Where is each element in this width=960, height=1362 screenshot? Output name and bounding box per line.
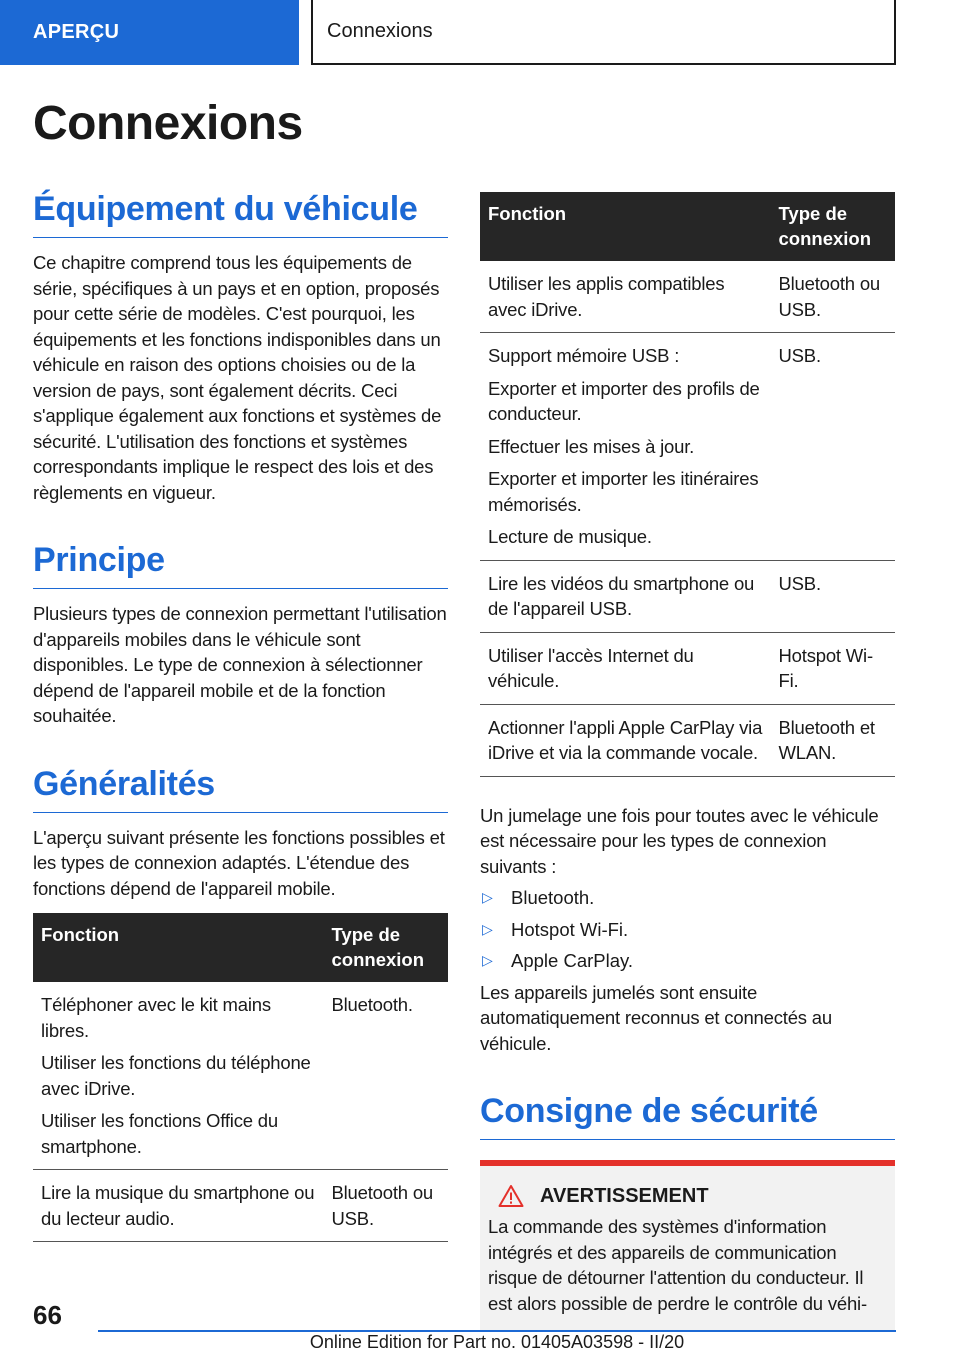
triangle-right-icon: ▷	[482, 889, 493, 905]
function-text: Actionner l'appli Apple CarPlay via iDrive et via la commande vocale.	[488, 716, 763, 763]
table-row	[480, 261, 895, 333]
table-header-type: Type de connexion	[771, 192, 896, 261]
table-header-function: Fonction	[33, 913, 324, 982]
table-row	[33, 1170, 448, 1242]
connection-type: Bluetooth ou USB.	[771, 261, 896, 333]
list-item	[480, 917, 895, 943]
warning-title: AVERTISSEMENT	[540, 1184, 709, 1207]
function-text: Lire les vidéos du smartphone ou de l'appareil USB.	[488, 572, 755, 619]
heading-generalites: Généralités	[33, 765, 448, 813]
breadcrumb: Connexions	[311, 0, 896, 65]
connection-table-1	[33, 913, 448, 1242]
table-row	[480, 704, 895, 776]
section-tab[interactable]: APERÇU	[0, 0, 299, 65]
right-column	[480, 192, 895, 1330]
list-item	[480, 885, 895, 911]
connection-type: Bluetooth et WLAN.	[771, 704, 896, 776]
function-text: Effectuer les mises à jour.	[488, 435, 695, 457]
table-header-type: Type de connexion	[324, 913, 449, 982]
triangle-right-icon: ▷	[482, 920, 493, 937]
connection-table-2	[480, 192, 895, 777]
list-item-text: Bluetooth.	[511, 887, 595, 908]
triangle-right-icon: ▷	[482, 952, 493, 968]
warning-box	[480, 1160, 895, 1330]
table-header-function: Fonction	[480, 192, 771, 261]
table-row	[480, 560, 895, 632]
list-item-text: Apple CarPlay.	[511, 950, 634, 971]
pairing-outro: Les appareils jumelés sont ensuite automatiquement reconnus et connectés au véhicule.	[480, 981, 832, 1054]
warning-header	[488, 1184, 887, 1208]
page-title: Connexions	[33, 97, 303, 150]
heading-equipement: Équipement du véhicule	[33, 190, 448, 238]
footer-edition: Online Edition for Part no. 01405A03598 - II/20	[309, 1332, 685, 1352]
function-text: Téléphoner avec le kit mains libres.	[41, 994, 271, 1041]
warning-text: La commande des systèmes d'information intégrés et des appareils de communication risque de détourner l'attention du conducteur. Il est alors possible de perdre le contrôle du véhi-	[488, 1216, 867, 1314]
function-text: Utiliser les fonctions du téléphone avec iDrive.	[41, 1052, 311, 1099]
paragraph-generalites: L'aperçu suivant présente les fonctions possibles et les types de connexion adaptés. L'étendue des fonctions dépend de l'appareil mobile.	[33, 826, 445, 899]
warning-triangle-icon	[498, 1184, 524, 1208]
function-text: Utiliser les fonctions Office du smartphone.	[41, 1110, 278, 1157]
connection-type: USB.	[771, 560, 896, 632]
pairing-list	[480, 885, 895, 974]
function-text: Lecture de musique.	[488, 526, 652, 547]
connection-type: Bluetooth.	[324, 982, 449, 1170]
function-text: Exporter et importer des profils de conducteur.	[488, 377, 760, 424]
connection-type: Bluetooth ou USB.	[324, 1170, 449, 1242]
connection-type: USB.	[771, 333, 896, 561]
paragraph-equipement: Ce chapitre comprend tous les équipements de série, spécifiques à un pays et en option, proposés pour cette série de modèles. C'est pourquoi, les équipements et les fonctions indisponibles dans un véhicule en raison des options choisies ou de la version de pays, sont également décrits. Ceci s'applique également aux fonctions et systèmes de sécurité. L'utilisation des fonctions et systèmes correspondants implique le respect des lois et des règlements en vigueur.	[33, 252, 442, 503]
table-row	[33, 982, 448, 1170]
left-column	[33, 190, 448, 1242]
list-item	[480, 948, 895, 974]
function-text: Exporter et importer les itinéraires mémorisés.	[488, 468, 759, 515]
function-text: Utiliser les applis compatibles avec iDrive.	[488, 273, 725, 320]
function-text: Support mémoire USB :	[488, 345, 680, 366]
paragraph-principe: Plusieurs types de connexion permettant l'utilisation d'appareils mobiles dans le véhicule sont disponibles. Le type de connexion à sélectionner dépend de l'appareil mobile et de la fonction souhaitée.	[33, 603, 447, 726]
table-row	[480, 632, 895, 704]
list-item-text: Hotspot Wi-Fi.	[511, 918, 629, 940]
function-text: Lire la musique du smartphone ou du lecteur audio.	[41, 1182, 315, 1229]
table-row	[480, 333, 895, 561]
function-text: Utiliser l'accès Internet du véhicule.	[488, 644, 694, 691]
heading-principe: Principe	[33, 541, 448, 589]
page-number: 66	[33, 1300, 62, 1330]
connection-type: Hotspot Wi-Fi.	[771, 632, 896, 704]
heading-consigne: Consigne de sécurité	[480, 1092, 895, 1140]
pairing-intro: Un jumelage une fois pour toutes avec le véhicule est nécessaire pour les types de connexion suivants :	[480, 804, 879, 877]
